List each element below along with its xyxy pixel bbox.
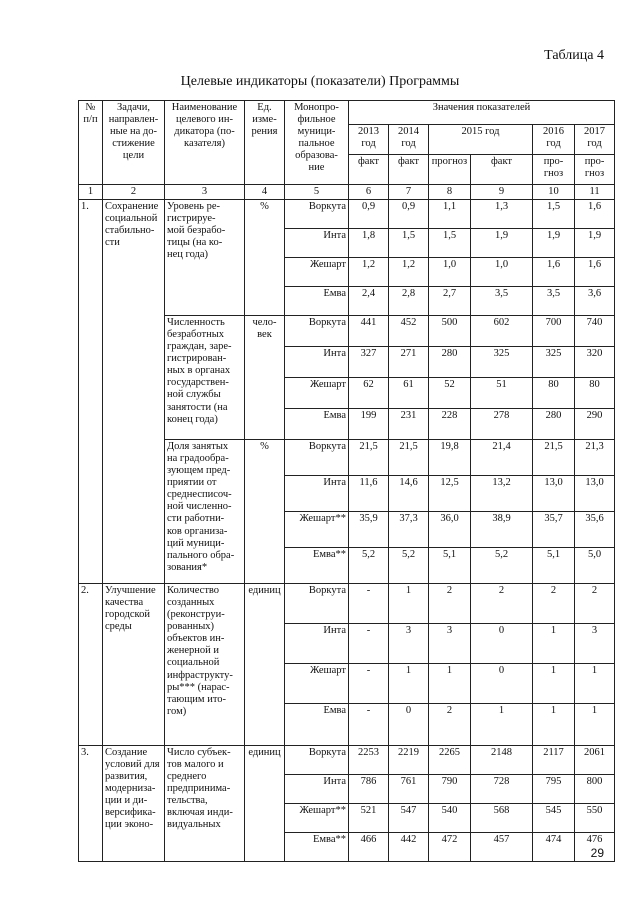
header-forecast-2017: про- гноз <box>575 155 615 185</box>
value-cell: 1 <box>575 664 615 704</box>
value-cell: 740 <box>575 316 615 347</box>
value-cell: 1,6 <box>575 200 615 229</box>
value-cell: 2 <box>429 584 471 624</box>
value-cell: 1,1 <box>429 200 471 229</box>
value-cell: 545 <box>533 804 575 833</box>
header-fact-2015: факт <box>471 155 533 185</box>
value-cell: 568 <box>471 804 533 833</box>
value-cell: 35,9 <box>349 512 389 548</box>
value-cell: 547 <box>389 804 429 833</box>
value-cell: 19,8 <box>429 440 471 476</box>
value-cell: 271 <box>389 347 429 378</box>
value-cell: 1 <box>533 664 575 704</box>
value-cell: 795 <box>533 775 575 804</box>
value-cell: 35,6 <box>575 512 615 548</box>
value-cell: 1 <box>429 664 471 704</box>
municipality-cell: Емва** <box>285 548 349 584</box>
indicator-name: Количество созданных (реконструи- рованных) объектов ин- женерной и социальной инфраструкту- ры*** (нарас- тающим ито- гом) <box>165 584 245 746</box>
header-values: Значения показателей <box>349 101 615 125</box>
value-cell: 500 <box>429 316 471 347</box>
indicator-name: Численность безработных граждан, заре- гистрирован- ных в органах государствен- ной службы занятости (на конец года) <box>165 316 245 440</box>
municipality-cell: Инта <box>285 476 349 512</box>
value-cell: 3 <box>429 624 471 664</box>
value-cell: 800 <box>575 775 615 804</box>
value-cell: 5,1 <box>429 548 471 584</box>
value-cell: 280 <box>533 409 575 440</box>
section-task: Сохранение социальной стабильно- сти <box>103 200 165 584</box>
value-cell: 1 <box>389 664 429 704</box>
indicator-name: Число субъек- тов малого и среднего предпринима- тельства, включая инди- видуальных <box>165 746 245 862</box>
value-cell: 3,6 <box>575 287 615 316</box>
value-cell: 80 <box>533 378 575 409</box>
value-cell: 540 <box>429 804 471 833</box>
value-cell: 1 <box>471 704 533 746</box>
value-cell: 36,0 <box>429 512 471 548</box>
municipality-cell: Воркута <box>285 316 349 347</box>
municipality-cell: Инта <box>285 624 349 664</box>
column-number: 10 <box>533 185 575 200</box>
value-cell: 290 <box>575 409 615 440</box>
indicator-unit: единиц <box>245 746 285 862</box>
value-cell: 2 <box>429 704 471 746</box>
indicator-name: Доля занятых на градообра- зующем пред- приятии от среднесписоч- ной численно- сти работни- ков организа- ций муници- пального обра- зования* <box>165 440 245 584</box>
municipality-cell: Воркута <box>285 440 349 476</box>
header-tasks: Задачи, направлен- ные на до- стижение цели <box>103 101 165 185</box>
value-cell: 786 <box>349 775 389 804</box>
value-cell: 466 <box>349 833 389 862</box>
column-number: 3 <box>165 185 245 200</box>
header-unit: Ед. изме- рения <box>245 101 285 185</box>
value-cell: 325 <box>533 347 575 378</box>
header-year-2014: 2014 год <box>389 125 429 155</box>
value-cell: - <box>349 624 389 664</box>
value-cell: 2265 <box>429 746 471 775</box>
table-title: Целевые индикаторы (показатели) Программы <box>180 74 460 89</box>
header-year-2017: 2017 год <box>575 125 615 155</box>
value-cell: 3 <box>389 624 429 664</box>
value-cell: 21,5 <box>389 440 429 476</box>
municipality-cell: Инта <box>285 775 349 804</box>
value-cell: 790 <box>429 775 471 804</box>
value-cell: 13,0 <box>533 476 575 512</box>
value-cell: 3,5 <box>471 287 533 316</box>
value-cell: 0,9 <box>389 200 429 229</box>
value-cell: 1,2 <box>349 258 389 287</box>
value-cell: 2253 <box>349 746 389 775</box>
value-cell: 2,8 <box>389 287 429 316</box>
municipality-cell: Емва <box>285 704 349 746</box>
value-cell: 5,2 <box>349 548 389 584</box>
value-cell: - <box>349 704 389 746</box>
header-forecast-2016: про- гноз <box>533 155 575 185</box>
value-cell: 2 <box>471 584 533 624</box>
value-cell: 602 <box>471 316 533 347</box>
municipality-cell: Емва** <box>285 833 349 862</box>
value-cell: 320 <box>575 347 615 378</box>
municipality-cell: Жешарт <box>285 378 349 409</box>
value-cell: 5,1 <box>533 548 575 584</box>
municipality-cell: Воркута <box>285 584 349 624</box>
municipality-cell: Жешарт** <box>285 804 349 833</box>
value-cell: 13,2 <box>471 476 533 512</box>
section-number: 3. <box>79 746 103 862</box>
table-number: Таблица 4 <box>544 48 604 63</box>
value-cell: 1,0 <box>471 258 533 287</box>
value-cell: 280 <box>429 347 471 378</box>
value-cell: 442 <box>389 833 429 862</box>
value-cell: 521 <box>349 804 389 833</box>
value-cell: 37,3 <box>389 512 429 548</box>
column-number-row <box>79 185 615 200</box>
header-indicator: Наименование целевого ин- дикатора (по- казателя) <box>165 101 245 185</box>
value-cell: 3,5 <box>533 287 575 316</box>
value-cell: 21,4 <box>471 440 533 476</box>
value-cell: 1 <box>533 704 575 746</box>
header-forecast-2015: прогноз <box>429 155 471 185</box>
table-row <box>79 584 615 624</box>
value-cell: 2117 <box>533 746 575 775</box>
header-year-2016: 2016 год <box>533 125 575 155</box>
municipality-cell: Инта <box>285 347 349 378</box>
value-cell: 278 <box>471 409 533 440</box>
value-cell: 1,8 <box>349 229 389 258</box>
value-cell: 51 <box>471 378 533 409</box>
value-cell: 550 <box>575 804 615 833</box>
value-cell: 52 <box>429 378 471 409</box>
header-year-2013: 2013 год <box>349 125 389 155</box>
header-fact-2014: факт <box>389 155 429 185</box>
value-cell: 21,5 <box>533 440 575 476</box>
value-cell: 761 <box>389 775 429 804</box>
value-cell: 21,3 <box>575 440 615 476</box>
value-cell: 2 <box>575 584 615 624</box>
value-cell: 1,9 <box>533 229 575 258</box>
value-cell: 61 <box>389 378 429 409</box>
value-cell: 1 <box>389 584 429 624</box>
value-cell: 1,5 <box>429 229 471 258</box>
value-cell: 2148 <box>471 746 533 775</box>
indicator-unit: % <box>245 440 285 584</box>
page-number: 29 <box>590 846 604 860</box>
value-cell: 457 <box>471 833 533 862</box>
value-cell: 472 <box>429 833 471 862</box>
value-cell: 327 <box>349 347 389 378</box>
header-num: № п/п <box>79 101 103 185</box>
value-cell: 1 <box>533 624 575 664</box>
column-number: 11 <box>575 185 615 200</box>
value-cell: 3 <box>575 624 615 664</box>
municipality-cell: Емва <box>285 409 349 440</box>
section-task: Создание условий для развития, модерниза- ции и ди- версифика- ции эконо- <box>103 746 165 862</box>
header-municipality: Монопро- фильное муници- пальное образова- ние <box>285 101 349 185</box>
value-cell: 1,3 <box>471 200 533 229</box>
value-cell: 2 <box>533 584 575 624</box>
value-cell: - <box>349 584 389 624</box>
value-cell: 2061 <box>575 746 615 775</box>
column-number: 8 <box>429 185 471 200</box>
value-cell: 1,9 <box>575 229 615 258</box>
value-cell: 5,2 <box>471 548 533 584</box>
municipality-cell: Инта <box>285 229 349 258</box>
value-cell: 13,0 <box>575 476 615 512</box>
section-number: 2. <box>79 584 103 746</box>
section-number: 1. <box>79 200 103 584</box>
value-cell: 1,2 <box>389 258 429 287</box>
section-task: Улучшение качества городской среды <box>103 584 165 746</box>
value-cell: 1,5 <box>533 200 575 229</box>
value-cell: 11,6 <box>349 476 389 512</box>
value-cell: 5,2 <box>389 548 429 584</box>
value-cell: 452 <box>389 316 429 347</box>
value-cell: 1,6 <box>533 258 575 287</box>
value-cell: 12,5 <box>429 476 471 512</box>
municipality-cell: Жешарт <box>285 664 349 704</box>
value-cell: 0 <box>471 624 533 664</box>
header-fact-2013: факт <box>349 155 389 185</box>
header-year-2015: 2015 год <box>429 125 533 155</box>
value-cell: 21,5 <box>349 440 389 476</box>
value-cell: 441 <box>349 316 389 347</box>
value-cell: 2,4 <box>349 287 389 316</box>
value-cell: 700 <box>533 316 575 347</box>
indicator-unit: чело- век <box>245 316 285 440</box>
value-cell: 474 <box>533 833 575 862</box>
value-cell: 728 <box>471 775 533 804</box>
value-cell: 14,6 <box>389 476 429 512</box>
indicator-unit: единиц <box>245 584 285 746</box>
table-row <box>79 200 615 229</box>
value-cell: 476 <box>575 833 615 862</box>
value-cell: - <box>349 664 389 704</box>
municipality-cell: Емва <box>285 287 349 316</box>
value-cell: 1,6 <box>575 258 615 287</box>
value-cell: 0 <box>389 704 429 746</box>
value-cell: 5,0 <box>575 548 615 584</box>
column-number: 7 <box>389 185 429 200</box>
column-number: 5 <box>285 185 349 200</box>
value-cell: 1 <box>575 704 615 746</box>
value-cell: 80 <box>575 378 615 409</box>
value-cell: 35,7 <box>533 512 575 548</box>
indicator-unit: % <box>245 200 285 316</box>
value-cell: 0 <box>471 664 533 704</box>
value-cell: 0,9 <box>349 200 389 229</box>
value-cell: 231 <box>389 409 429 440</box>
municipality-cell: Воркута <box>285 746 349 775</box>
column-number: 6 <box>349 185 389 200</box>
indicator-name: Уровень ре- гистрируе- мой безрабо- тицы (на ко- нец года) <box>165 200 245 316</box>
table-row <box>79 746 615 775</box>
indicators-table <box>78 100 615 862</box>
column-number: 9 <box>471 185 533 200</box>
value-cell: 228 <box>429 409 471 440</box>
value-cell: 38,9 <box>471 512 533 548</box>
value-cell: 62 <box>349 378 389 409</box>
value-cell: 1,5 <box>389 229 429 258</box>
municipality-cell: Жешарт** <box>285 512 349 548</box>
value-cell: 2,7 <box>429 287 471 316</box>
municipality-cell: Жешарт <box>285 258 349 287</box>
value-cell: 1,0 <box>429 258 471 287</box>
value-cell: 1,9 <box>471 229 533 258</box>
column-number: 4 <box>245 185 285 200</box>
municipality-cell: Воркута <box>285 200 349 229</box>
value-cell: 2219 <box>389 746 429 775</box>
column-number: 2 <box>103 185 165 200</box>
value-cell: 199 <box>349 409 389 440</box>
column-number: 1 <box>79 185 103 200</box>
value-cell: 325 <box>471 347 533 378</box>
